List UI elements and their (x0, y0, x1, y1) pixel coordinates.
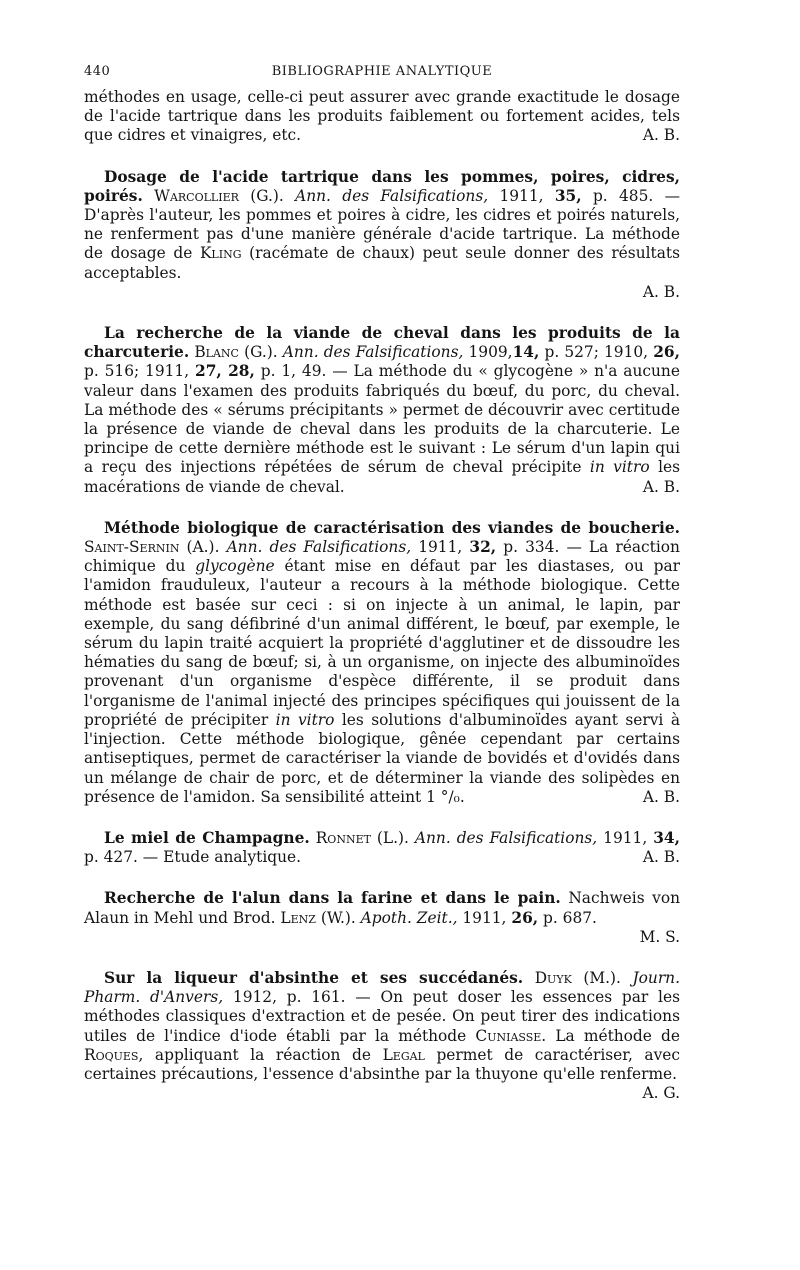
entry-author-initial: (W.). (320, 908, 356, 927)
entry-tartrique (84, 168, 680, 302)
entry-text: permet de caractériser, avec certaines précautions, l'essence d'absinthe par la thuyone qu'elle renferme. (84, 1045, 680, 1083)
entry-latin: in vitro (589, 458, 650, 477)
entry-author: Lenz (280, 908, 316, 927)
entry-ref: 1911, (499, 186, 544, 205)
running-header (84, 64, 680, 88)
entry-journal: Ann. des Falsifications, (226, 538, 412, 557)
entry-title: Sur la liqueur d'absinthe et ses succédanés. (104, 968, 524, 987)
entry-title: Dosage de l'acide tartrique dans les pommes, poires, cidres, poirés. (84, 167, 680, 205)
entry-author-initial: (M.). (583, 968, 621, 987)
entry-text: méthodes en usage, celle-ci peut assurer avec grande exactitude le dosage de l'acide tartrique dans les produits faiblement ou fortement acides, tels que cidres et vinaigres, etc. (84, 88, 680, 145)
entry-volume: 32, (469, 538, 497, 557)
entry-journal: Ann. des Falsifications, (295, 186, 489, 205)
entry-author: Blanc (194, 343, 239, 362)
entry-miel (84, 829, 680, 867)
entry-text: p. 485. — D'après l'auteur, les pommes et poires à cidre, les cidres et poirés naturels, ne renferment pas d'une manière générale d'acide tartrique. La méthode de dosage de (84, 186, 680, 263)
entry-author-initial: (G.). (244, 343, 278, 362)
entry-absinthe (84, 969, 680, 1103)
entry-title: La recherche de la viande de cheval dans les produits de la charcuterie. (84, 324, 680, 362)
entry-term: glycogène (195, 557, 275, 576)
entry-signature: M. S. (639, 927, 680, 946)
entry-author: Ronnet (315, 828, 371, 847)
entry-ref: 1911, (418, 538, 463, 557)
entry-cited-author: Kling (199, 244, 242, 263)
entry-text: (racémate de chaux) peut seule donner des résultats acceptables. (84, 244, 680, 282)
entry-author-initial: (L.). (376, 828, 409, 847)
entry-ref: 1911, (603, 828, 648, 847)
entry-author: Warcollier (154, 186, 239, 205)
entry-title: Le miel de Champagne. (104, 828, 310, 847)
entry-author-initial: (G.). (250, 186, 284, 205)
entry-volume: 34, (653, 828, 680, 847)
entry-author: Saint-Sernin (84, 538, 180, 557)
entry-text: p. 687. (543, 908, 597, 927)
entry-signature: A. B. (642, 282, 680, 301)
entry-text: p. 427. — Etude analytique. (84, 848, 302, 867)
entry-ref: p. 527; 1910, (544, 343, 649, 362)
running-title: BIBLIOGRAPHIE ANALYTIQUE (271, 64, 493, 79)
entry-signature: A. B. (642, 477, 680, 496)
page-number: 440 (84, 64, 111, 79)
entry-ref: 1909, (468, 343, 513, 362)
entry-journal: Apoth. Zeit., (360, 908, 458, 927)
entry-author: Duyk (534, 968, 572, 987)
entry-latin: in vitro (275, 710, 335, 729)
entry-cited-author: Cuniasse (475, 1026, 542, 1045)
entry-title: Méthode biologique de caractérisation des viandes de boucherie. (104, 518, 680, 537)
entry-text: les macérations de viande de cheval. (84, 458, 680, 496)
entry-cited-author: Legal (382, 1045, 425, 1064)
entry-ref: 1911, (462, 908, 507, 927)
entry-volume: 27, 28, (194, 362, 255, 381)
entry-journal: Ann. des Falsifications, (414, 828, 598, 847)
entry-journal: Ann. des Falsifications, (282, 343, 464, 362)
entry-volume: 14, (512, 343, 540, 362)
entry-signature: A. B. (642, 848, 680, 867)
entry-alun (84, 889, 680, 947)
entry-text: Nachweis von Alaun in Mehl und Brod. (84, 889, 680, 927)
entry-signature: A. B. (642, 787, 680, 806)
entry-volume: 35, (554, 186, 582, 205)
entry-title: Recherche de l'alun dans la farine et dans le pain. (104, 889, 561, 908)
entry-continuation (84, 88, 680, 146)
entry-volume: 26, (511, 908, 539, 927)
entry-ref: p. 516; 1911, (84, 362, 190, 381)
entry-text: 1912, p. 161. — On peut doser les essences par les méthodes classiques d'extraction et de pesée. On peut tirer des indications utiles de l'indice d'iode établi par la méthode (84, 988, 680, 1045)
entry-signature: A. G. (642, 1084, 680, 1103)
entry-cited-author: Roques (84, 1045, 139, 1064)
entry-text: p. 334. — La réaction chimique du (84, 538, 680, 576)
entry-volume: 26, (653, 343, 680, 362)
entry-text: , appliquant la réaction de (138, 1045, 371, 1064)
entry-biologique (84, 519, 680, 807)
entry-author-initial: (A.). (186, 538, 220, 557)
entry-cheval (84, 324, 680, 497)
entry-text: étant mise en défaut par les diastases, ou par l'amidon frauduleux, l'auteur a recours à la méthode biologique. Cette méthode est basée sur ceci : si on injecte à un animal, le lapin, par exemple, du sang défibriné d'un animal différent, le bœuf, par exemple, le sérum du lapin traité acquiert la propriété d'agglutiner et de dissoudre les hématies du sang de bœuf; si, à un organisme, on injecte des albuminoïdes provenant d'un organisme d'espèce différente, il se produit dans l'organisme de l'animal injecté des principes spécifiques qui jouissent de la propriété de précipiter (84, 557, 680, 729)
entry-signature: A. B. (642, 126, 680, 145)
entry-journal: Journ. Pharm. d'Anvers, (84, 968, 680, 1007)
entry-text: les solutions d'albuminoïdes ayant servi à l'injection. Cette méthode biologique, gênée cependant par certains antiseptiques, permet de caractériser la viande de bovidés et d'ovidés dans un mélange de chair de porc, et de déterminer la viande des solipèdes en présence de l'amidon. Sa sensibilité atteint 1 °/₀. (84, 710, 680, 806)
document-page (84, 64, 680, 1103)
entry-text: p. 1, 49. — La méthode du « glycogène » n'a aucune valeur dans l'examen des produits fabriqués du bœuf, du porc, du cheval. La méthode des « sérums précipitants » permet de découvrir avec certitude la présence de viande de cheval dans les produits de la charcuterie. Le principe de cette dernière méthode est le suivant : Le sérum d'un lapin qui a reçu des injections répétées de sérum de cheval précipite (84, 362, 680, 477)
entry-text: . La méthode de (541, 1026, 680, 1045)
